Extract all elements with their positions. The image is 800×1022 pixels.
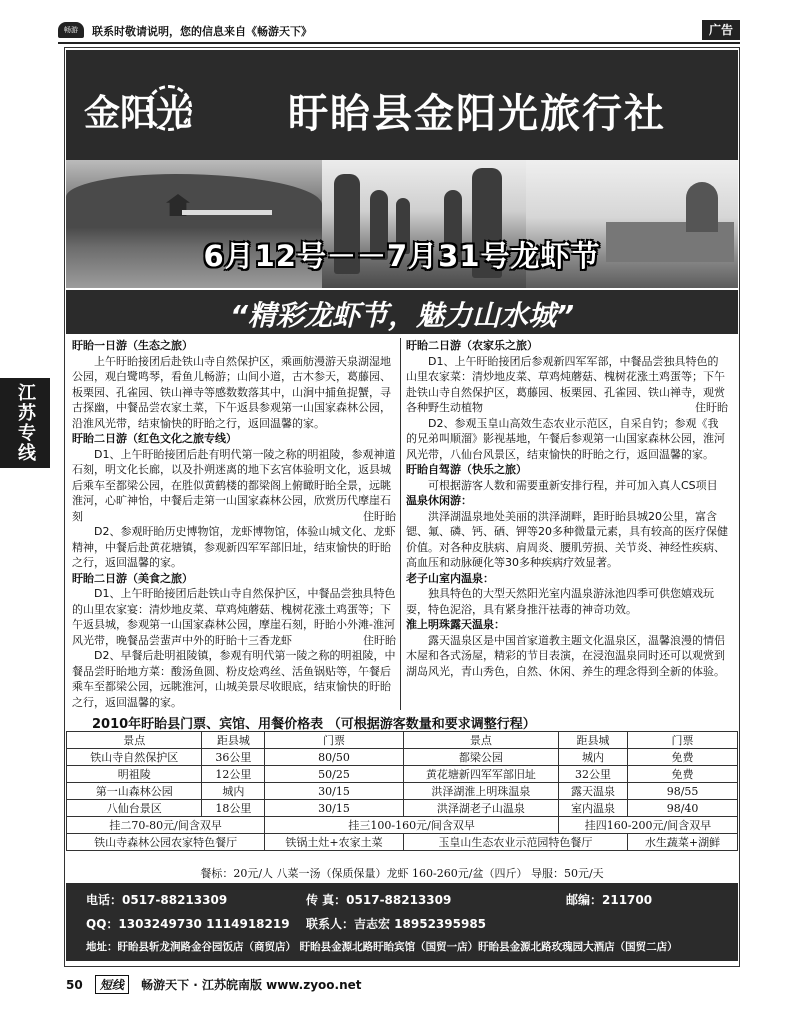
right-note: 住盱眙 (363, 633, 396, 647)
page-number: 50 (66, 978, 83, 992)
table-cell: 铁山寺自然保护区 (67, 749, 202, 766)
tour-body: 可根据游客人数和需要重新安排行程，并可加入真人CS项目 (428, 478, 718, 492)
phone: 电话：0517-88213309 (86, 893, 228, 907)
meals-line: 餐标：20元/人 八菜一汤（保质保量）龙虾 160-260元/盆（四斤） 导服：50元/天 (200, 867, 604, 880)
sun-icon (146, 85, 192, 131)
table-cell: 免费 (628, 766, 738, 783)
column-divider (400, 338, 401, 710)
hotel-price: 挂二70-80元/间含双早 (67, 817, 265, 834)
table-header: 距县城 (202, 732, 265, 749)
page-footer (66, 975, 738, 993)
brand-logo-text: 金阳光 (84, 92, 193, 134)
ad-tag: 广告 (702, 20, 740, 40)
bridge-shape (182, 210, 272, 215)
table-row (67, 749, 738, 766)
table-cell: 36公里 (202, 749, 265, 766)
contact-person: 联系人：吉志宏 18952395985 (306, 917, 487, 931)
hotel-price: 挂三100-160元/间含双早 (265, 817, 559, 834)
observatory-dome (686, 182, 718, 232)
table-cell: 都梁公园 (403, 749, 558, 766)
table-cell: 免费 (628, 749, 738, 766)
table-cell: 室内温泉 (558, 800, 627, 817)
restaurant-dish: 水生蔬菜+湖鲜 (628, 834, 738, 851)
agency-name: 盱眙县金阳光旅行社 (288, 90, 666, 137)
postcode: 邮编：211700 (566, 893, 653, 907)
tour-title: 盱眙二日游（美食之旅） (72, 571, 193, 585)
table-cell: 洪泽湖老子山温泉 (403, 800, 558, 817)
tour-day: D2、早餐后赴明祖陵镇，参观有明代第一陵之称的明祖陵，中餐品尝盱眙地方菜：酸汤鱼圆、粉皮烩鸡丝、活鱼锅贴等，午餐后乘车至都梁公园，远眺淮河，山城美景尽收眼底，结束愉快的盱眙之行，返回温馨的家。 (72, 649, 396, 709)
tour-title: 盱眙二日游（农家乐之旅） (406, 339, 538, 352)
table-row (67, 766, 738, 783)
table-cell: 城内 (202, 783, 265, 800)
table-cell: 98/40 (628, 800, 738, 817)
itinerary-left-column (72, 338, 396, 710)
itinerary-right-column (406, 338, 728, 679)
restaurant: 铁山寺森林公园农家特色餐厅 (67, 834, 265, 851)
side-tab: 江苏专线 (0, 378, 50, 468)
price-table-title: 2010年盱眙县门票、宾馆、用餐价格表 （可根据游客数量和要求调整行程） (92, 717, 536, 732)
table-header: 门票 (628, 732, 738, 749)
tour-title: 盱眙自驾游（快乐之旅） (406, 463, 527, 476)
spa-title: 温泉休闲游： (406, 494, 472, 507)
right-note: 住盱眙 (695, 401, 728, 414)
tour-day (72, 586, 396, 648)
table-header-row (67, 732, 738, 749)
table-row (67, 800, 738, 817)
tour-day-text: D1、上午盱眙接团后参观新四军军部，中餐品尝独具特色的山里农家菜：清炒地皮菜、草鸡炖蘑菇、槐树花涨土鸡蛋等；下午赴铁山寺自然保护区，葛藤园、板栗园、孔雀园、铁山禅寺，观赏各种野生动植物 (406, 354, 725, 414)
tour-day: D2、参观盱眙历史博物馆，龙虾博物馆，体验山城文化、龙虾精神，中餐后赴黄花塘镇，参观新四军军部旧址，结束愉快的盱眙之行，返回温馨的家。 (72, 525, 396, 569)
table-cell: 城内 (558, 749, 627, 766)
table-cell: 洪泽湖淮上明珠温泉 (403, 783, 558, 800)
table-cell: 32公里 (558, 766, 627, 783)
tour-day (406, 354, 728, 416)
table-header: 门票 (265, 732, 404, 749)
spa-title: 淮上明珠露天温泉： (406, 618, 505, 631)
table-cell: 12公里 (202, 766, 265, 783)
fax: 传 真：0517-88213309 (306, 893, 452, 907)
source-note: 联系时敬请说明，您的信息来自《畅游天下》 (92, 25, 312, 38)
tour-title: 盱眙一日游（生态之旅） (72, 339, 193, 352)
photo-banner (66, 160, 738, 288)
table-cell: 露天温泉 (558, 783, 627, 800)
price-table (66, 731, 738, 851)
restaurant-dish: 铁锅土灶+农家土菜 (265, 834, 404, 851)
table-cell: 50/25 (265, 766, 404, 783)
spa-title: 老子山室内温泉： (406, 571, 494, 585)
table-cell: 八仙台景区 (67, 800, 202, 817)
publication: 畅游天下 · 江苏皖南版 www.zyoo.net (141, 978, 362, 992)
contact-box (66, 883, 738, 961)
tour-day-text: D1、上午盱眙接团后赴有明代第一陵之称的明祖陵，参观神道石刻，明文化长廊，以及扑朔迷离的地下玄宫体验明文化，返县城后乘车至都梁公园，在胜似黄鹤楼的都梁阁上俯瞰盱眙全景，远眺淮河，心旷神怡，中餐后走第一山国家森林公园，欣赏历代摩崖石刻 (72, 447, 396, 523)
table-cell: 明祖陵 (67, 766, 202, 783)
hill-shape (66, 174, 322, 228)
table-header: 景点 (403, 732, 558, 749)
slogan-bar (66, 290, 738, 334)
spa-body: 独具特色的大型天然阳光室内温泉游泳池四季可供您嬉戏玩耍，特色泥浴，具有紧身推汗祛毒的神奇功效。 (406, 587, 714, 616)
table-row (67, 783, 738, 800)
table-header: 距县城 (558, 732, 627, 749)
address: 地址：盱眙县斩龙涧路金谷园饭店（商贸店） 盱眙县金源北路盱眙宾馆（国贸一店）盱眙县金源北路玫瑰园大酒店（国贸二店） (86, 941, 678, 953)
tour-title: 盱眙二日游（红色文化之旅专线） (72, 432, 237, 445)
magazine-logo: 畅游 (58, 22, 84, 38)
table-cell: 30/15 (265, 800, 404, 817)
tour-day: D2、参观玉皇山高效生态农业示范区，自采自钓；参观《我的兄弟叫顺溜》影视基地，午餐后参观第一山国家森林公园，淮河风光带，八仙台风景区，结束愉快的盱眙之行，返回温馨的家。 (406, 416, 725, 461)
hotel-row (67, 817, 738, 834)
section-label: 短线 (95, 975, 129, 994)
festival-dates: 6月12号－－7月31号龙虾节 (203, 239, 601, 273)
top-strip (58, 20, 740, 44)
table-cell: 98/55 (628, 783, 738, 800)
spa-body: 露天温泉区是中国首家道教主题文化温泉区，温馨浪漫的情侣木屋和各式汤屋，精彩的节目表演，在浸泡温泉同时还可以观赏到湖岛风光，青山秀色，自然、休闲、养生的理念得到全新的体验。 (406, 633, 725, 678)
table-cell: 18公里 (202, 800, 265, 817)
table-cell: 黄花塘新四军军部旧址 (403, 766, 558, 783)
right-note: 住盱眙 (363, 509, 396, 523)
restaurant: 玉皇山生态农业示范园特色餐厅 (403, 834, 627, 851)
agency-header (66, 50, 738, 160)
table-header: 景点 (67, 732, 202, 749)
qq: QQ：1303249730 1114918219 (86, 917, 290, 931)
table-cell: 80/50 (265, 749, 404, 766)
tour-body: 上午盱眙接团后赴铁山寺自然保护区，乘画舫漫游天泉湖湿地公园，观白鹭鸣琴，看鱼儿畅游；山间小道，古木参天，葛藤园、板栗园、孔雀园、铁山禅寺等感数数落其中，山涧中捕鱼捉蟹，寻古探幽，中餐品尝农家土菜，下午返县参观第一山国家森林公园，沿淮风光带，结束愉快的盱眙之行，返回温馨的家。 (72, 354, 391, 430)
spa-body: 洪泽湖温泉地处美丽的洪泽湖畔，距盱眙县城20公里，富含锶、氟、磷、钙、硒、钾等20多种微量元素，具有较高的医疗保健价值。对各种皮肤病、肩周炎、腰肌劳损、关节炎、神经性疾病、高血压和动脉硬化等30多种疾病疗效显著。 (406, 509, 728, 569)
tour-day (72, 447, 396, 525)
table-cell: 第一山森林公园 (67, 783, 202, 800)
tour-day-text: D1、上午盱眙接团后赴铁山寺自然保护区，中餐品尝独具特色的山里农家宴：清炒地皮菜、草鸡炖蘑菇、槐树花涨土鸡蛋等；下午返县城，参观第一山国家森林公园，摩崖石刻，盱眙小外滩-淮河风光带，晚餐品尝蜚声中外的盱眙十三香龙虾 (72, 587, 396, 647)
slogan: “精彩龙虾节，魅力山水城” (229, 299, 575, 332)
brand-logo (84, 85, 284, 134)
hotel-price: 挂四160-200元/间含双早 (558, 817, 737, 834)
table-cell: 30/15 (265, 783, 404, 800)
restaurant-row (67, 834, 738, 851)
